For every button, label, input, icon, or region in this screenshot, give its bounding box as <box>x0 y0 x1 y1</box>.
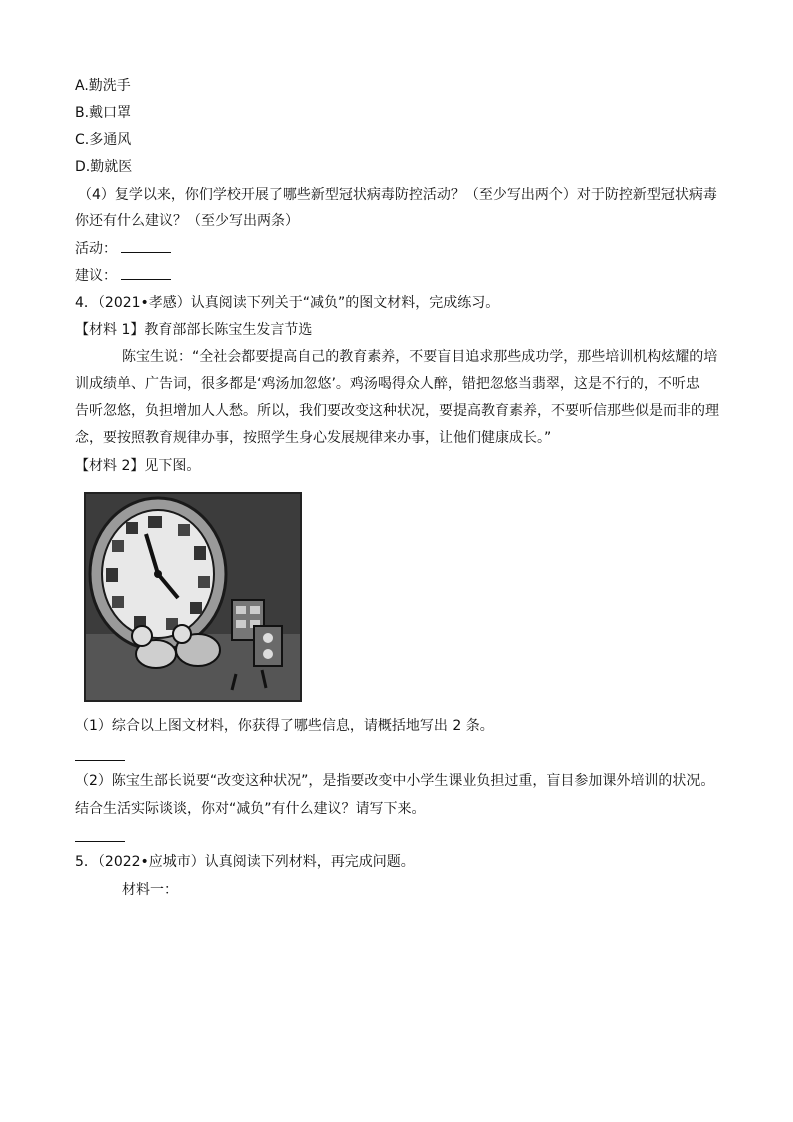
material-1-paragraph-line: 陈宝生说：“全社会都要提高自己的教育素养，不要盲目追求那些成功学，那些培训机构炫耀的培 <box>122 349 718 365</box>
section-4-heading: 4．（2021•孝感）认真阅读下列关于“减负”的图文材料，完成练习。 <box>75 295 500 311</box>
option-c: C.多通风 <box>75 132 132 148</box>
question-4-line-1: （4）复学以来，你们学校开展了哪些新型冠状病毒防控活动？（至少写出两个）对于防控新型冠状病毒 <box>78 187 717 203</box>
option-d: D.勤就医 <box>75 159 133 175</box>
activity-blank[interactable] <box>121 240 171 253</box>
section-5-heading: 5．（2022•应城市）认真阅读下列材料，再完成问题。 <box>75 854 415 870</box>
material-2-title: 【材料 2】见下图。 <box>75 458 201 474</box>
material-1-paragraph-line: 训成绩单、广告词，很多都是‘鸡汤加忽悠’。鸡汤喝得众人醉，错把忽悠当翡翠，这是不行的，不听忠 <box>75 376 700 392</box>
material-1-paragraph-line: 念，要按照教育规律办事，按照学生身心发展规律来办事，让他们健康成长。” <box>75 430 552 446</box>
option-b: B.戴口罩 <box>75 105 132 121</box>
cartoon-illustration <box>84 492 302 702</box>
material-1-paragraph-line: 告听忽悠，负担增加人人愁。所以，我们要改变这种状况，要提高教育素养，不要听信那些似是而非的理 <box>75 403 719 419</box>
answer-line-2[interactable] <box>75 841 125 842</box>
question-2-line-2: 结合生活实际谈谈，你对“减负”有什么建议？请写下来。 <box>75 801 426 817</box>
activity-label: 活动： <box>75 241 117 257</box>
suggestion-blank[interactable] <box>121 267 171 280</box>
suggestion-answer-row <box>75 266 171 286</box>
question-4-line-2: 你还有什么建议？（至少写出两条） <box>75 213 299 229</box>
answer-line-1[interactable] <box>75 760 125 761</box>
clock-cartoon-image <box>86 494 300 700</box>
activity-answer-row <box>75 239 171 259</box>
material-1-title: 【材料 1】教育部部长陈宝生发言节选 <box>75 322 313 338</box>
suggestion-label: 建议： <box>75 268 117 284</box>
section-5-material-1-label: 材料一： <box>122 882 178 898</box>
question-2-line-1: （2）陈宝生部长说要“改变这种状况”，是指要改变中小学生课业负担过重，盲目参加课外培训的状况。 <box>75 773 715 789</box>
question-1: （1）综合以上图文材料，你获得了哪些信息，请概括地写出 2 条。 <box>75 718 494 734</box>
option-a: A.勤洗手 <box>75 78 131 94</box>
